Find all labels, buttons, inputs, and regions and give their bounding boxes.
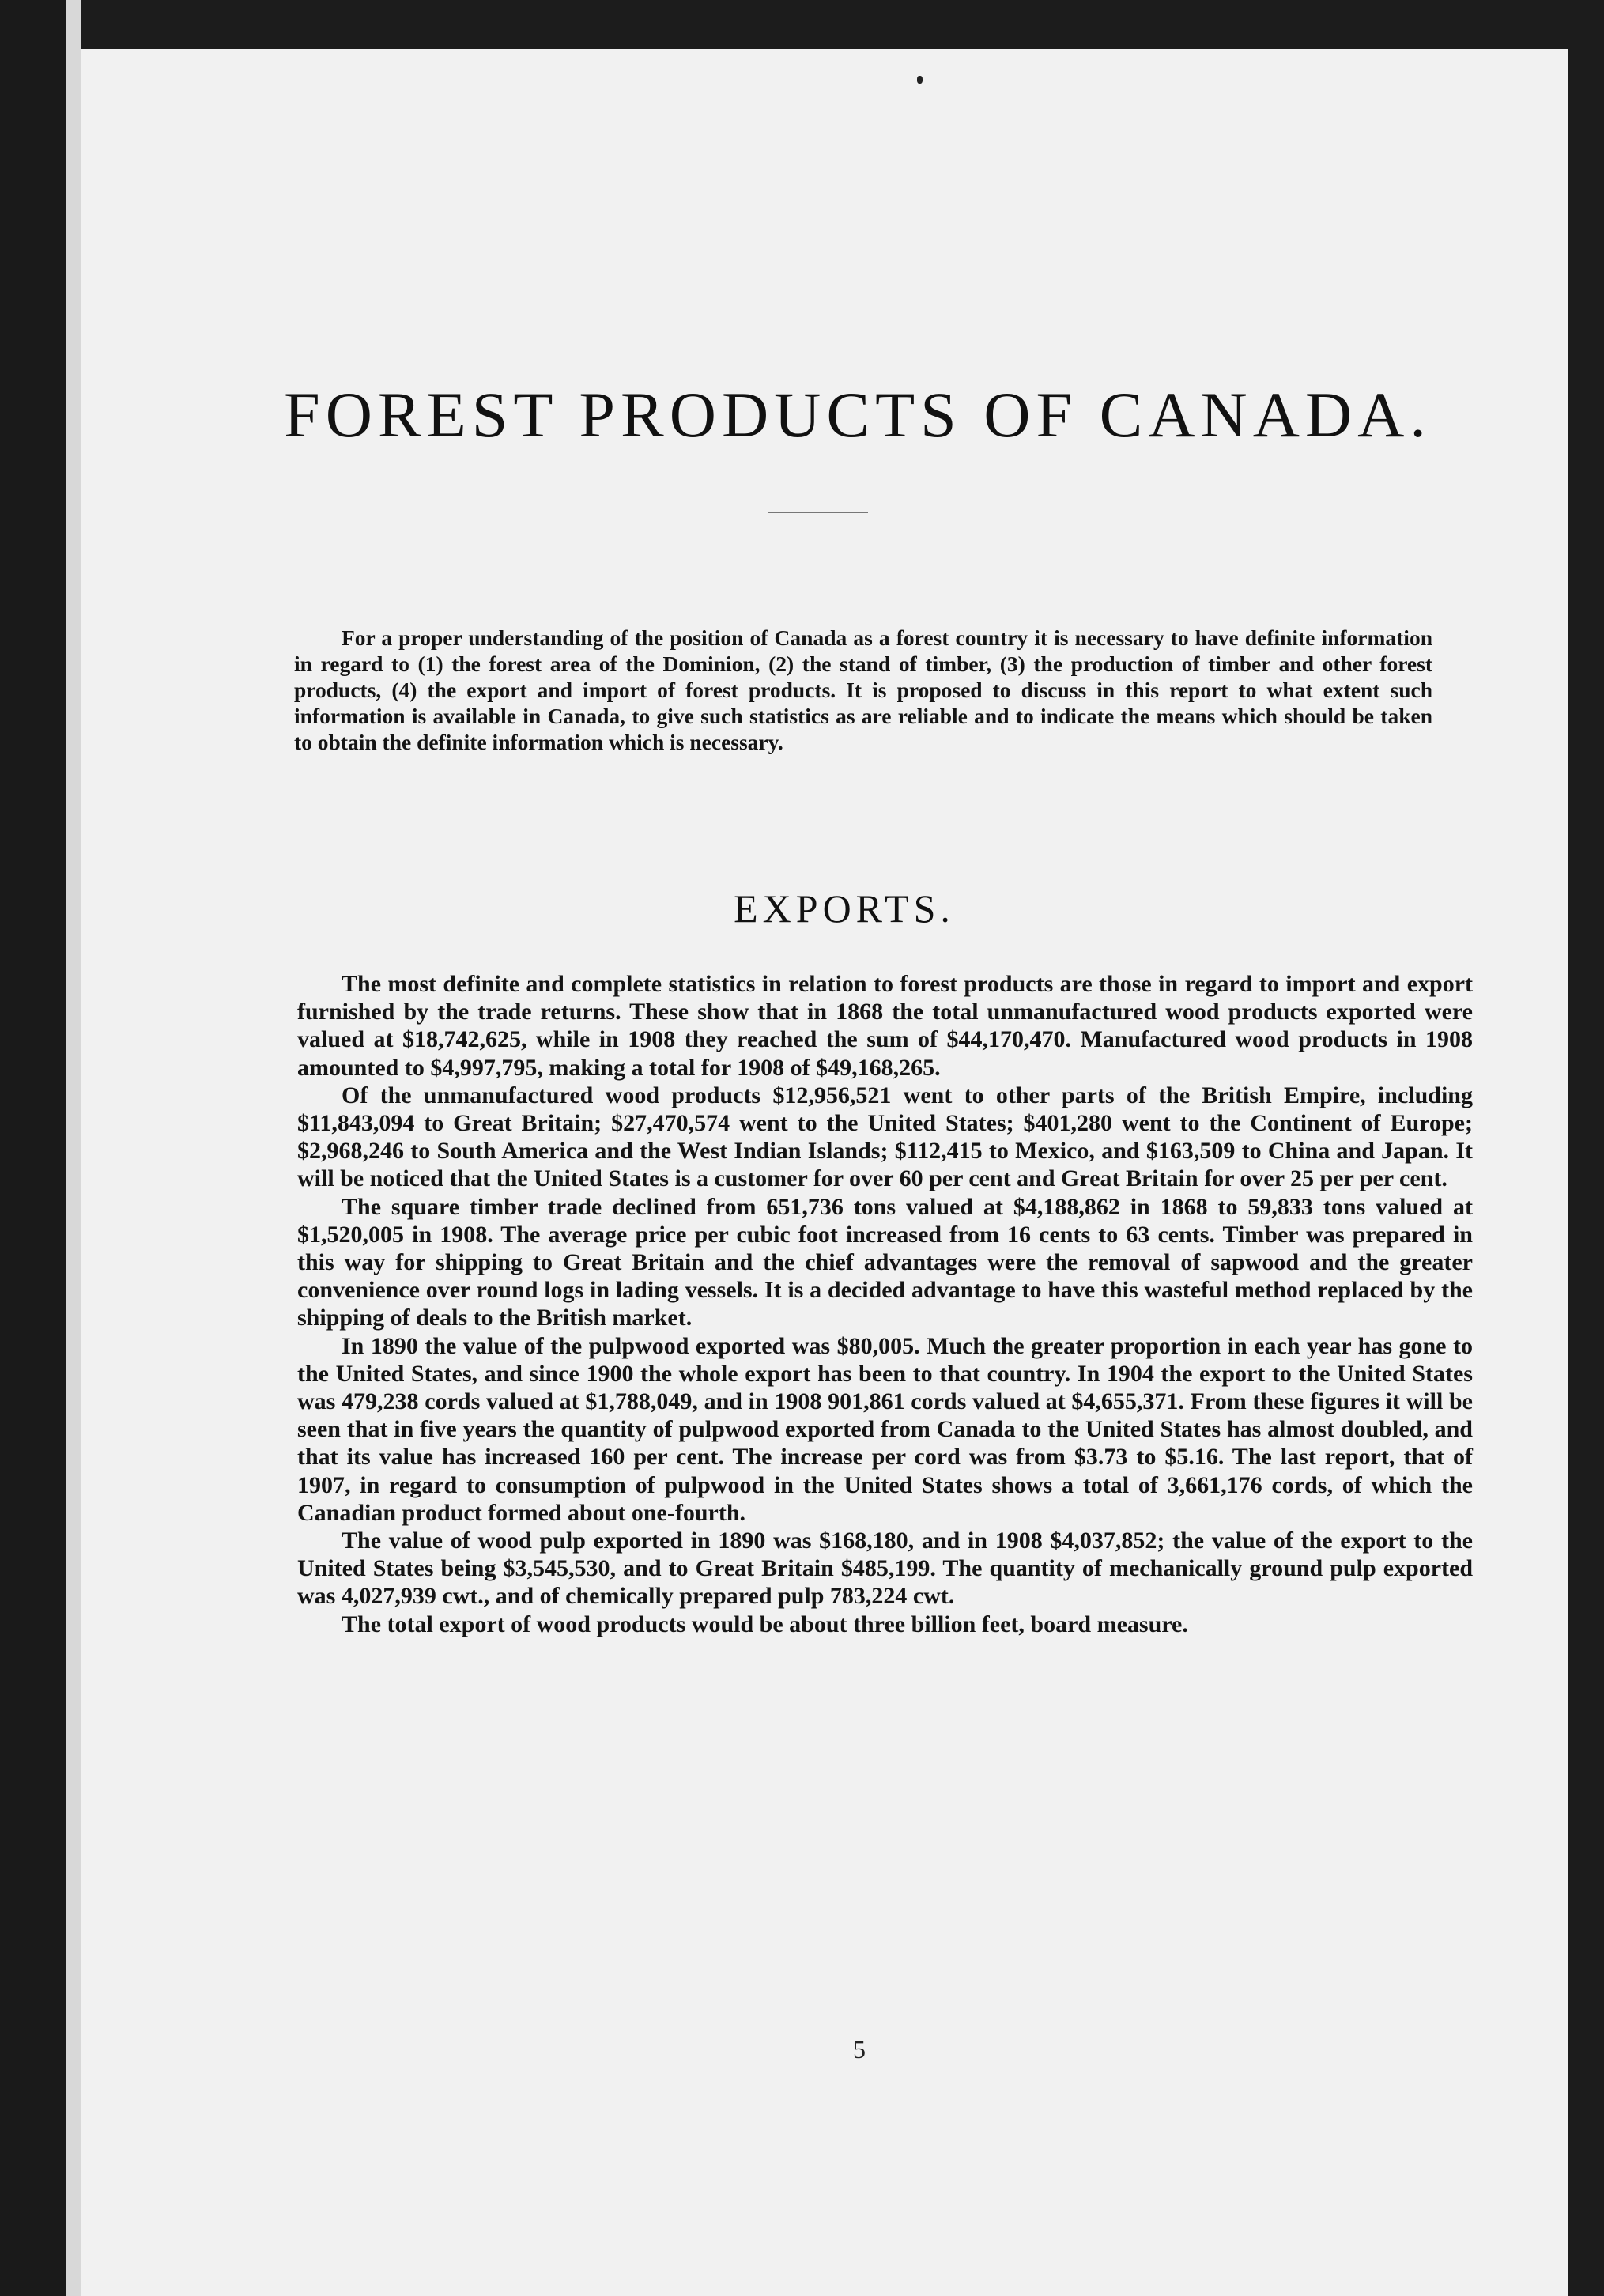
- paragraph: In 1890 the value of the pulpwood exported was $80,005. Much the greater proportion in each year has gone to the United States, and since 1900 the whole export has been to that country. In 1904 the export to the United States was 479,238 cords valued at $1,788,049, and in 1908 901,861 cords valued at $4,655,371. From these figures it will be seen that in five years the quantity of pulpwood exported from Canada to the United States has almost doubled, and that its value has increased 160 per cent. The increase per cord was from $3.73 to $5.16. The last report, that of 1907, in regard to consumption of pulpwood in the United States shows a total of 3,661,176 cords, of which the Canadian product formed about one-fourth.: [297, 1332, 1473, 1526]
- intro-paragraph: For a proper understanding of the position of Canada as a forest country it is necessary to have definite information in regard to (1) the forest area of the Dominion, (2) the stand of timber, (3) the production of timber and other forest products, (4) the export and import of forest products. It is proposed to discuss in this report to what extent such information is available in Canada, to give such statistics as are reliable and to indicate the means which should be taken to obtain the definite information which is necessary.: [294, 625, 1432, 754]
- document-page: [81, 49, 1568, 2296]
- ink-speck: [917, 76, 923, 84]
- book-spine-edge: [66, 0, 81, 2296]
- exports-body: [297, 970, 1473, 1638]
- page-title: FOREST PRODUCTS OF CANADA.: [284, 379, 1432, 451]
- paragraph: The square timber trade declined from 651,736 tons valued at $4,188,862 in 1868 to 59,833 tons valued at $1,520,005 in 1908. The average price per cubic foot increased from 16 cents to 63 cents. Timber was prepared in this way for shipping to Great Britain and the chief advantages were the removal of sapwood and the greater convenience over round logs in lading vessels. It is a decided advantage to have this wasteful method replaced by the shipping of deals to the British market.: [297, 1193, 1473, 1331]
- paragraph: The most definite and complete statistics in relation to forest products are those in regard to import and export furnished by the trade returns. These show that in 1868 the total unmanufactured wood products exported were valued at $18,742,625, while in 1908 they reached the sum of $44,170,470. Manufactured wood products in 1908 amounted to $4,997,795, making a total for 1908 of $49,168,265.: [297, 971, 1473, 1081]
- paragraph: The value of wood pulp exported in 1890 was $168,180, and in 1908 $4,037,852; the value of the export to the United States being $3,545,530, and to Great Britain $485,199. The quantity of mechanically ground pulp exported was 4,027,939 cwt., and of chemically prepared pulp 783,224 cwt.: [297, 1528, 1473, 1610]
- section-heading-exports: EXPORTS.: [734, 886, 955, 931]
- page-content: [81, 49, 1568, 2296]
- scan-dark-border: [0, 0, 76, 2296]
- paragraph: The total export of wood products would be about three billion feet, board measure.: [342, 1611, 1188, 1637]
- page-number: 5: [853, 2035, 866, 2064]
- title-divider: [768, 512, 868, 513]
- paragraph: Of the unmanufactured wood products $12,956,521 went to other parts of the British Empire, including $11,843,094 to Great Britain; $27,470,574 went to the United States; $401,280 went to the Continent of Europe; $2,968,246 to South America and the West Indian Islands; $112,415 to Mexico, and $163,509 to China and Japan. It will be noticed that the United States is a customer for over 60 per cent and Great Britain for over 25 per per cent.: [297, 1082, 1473, 1192]
